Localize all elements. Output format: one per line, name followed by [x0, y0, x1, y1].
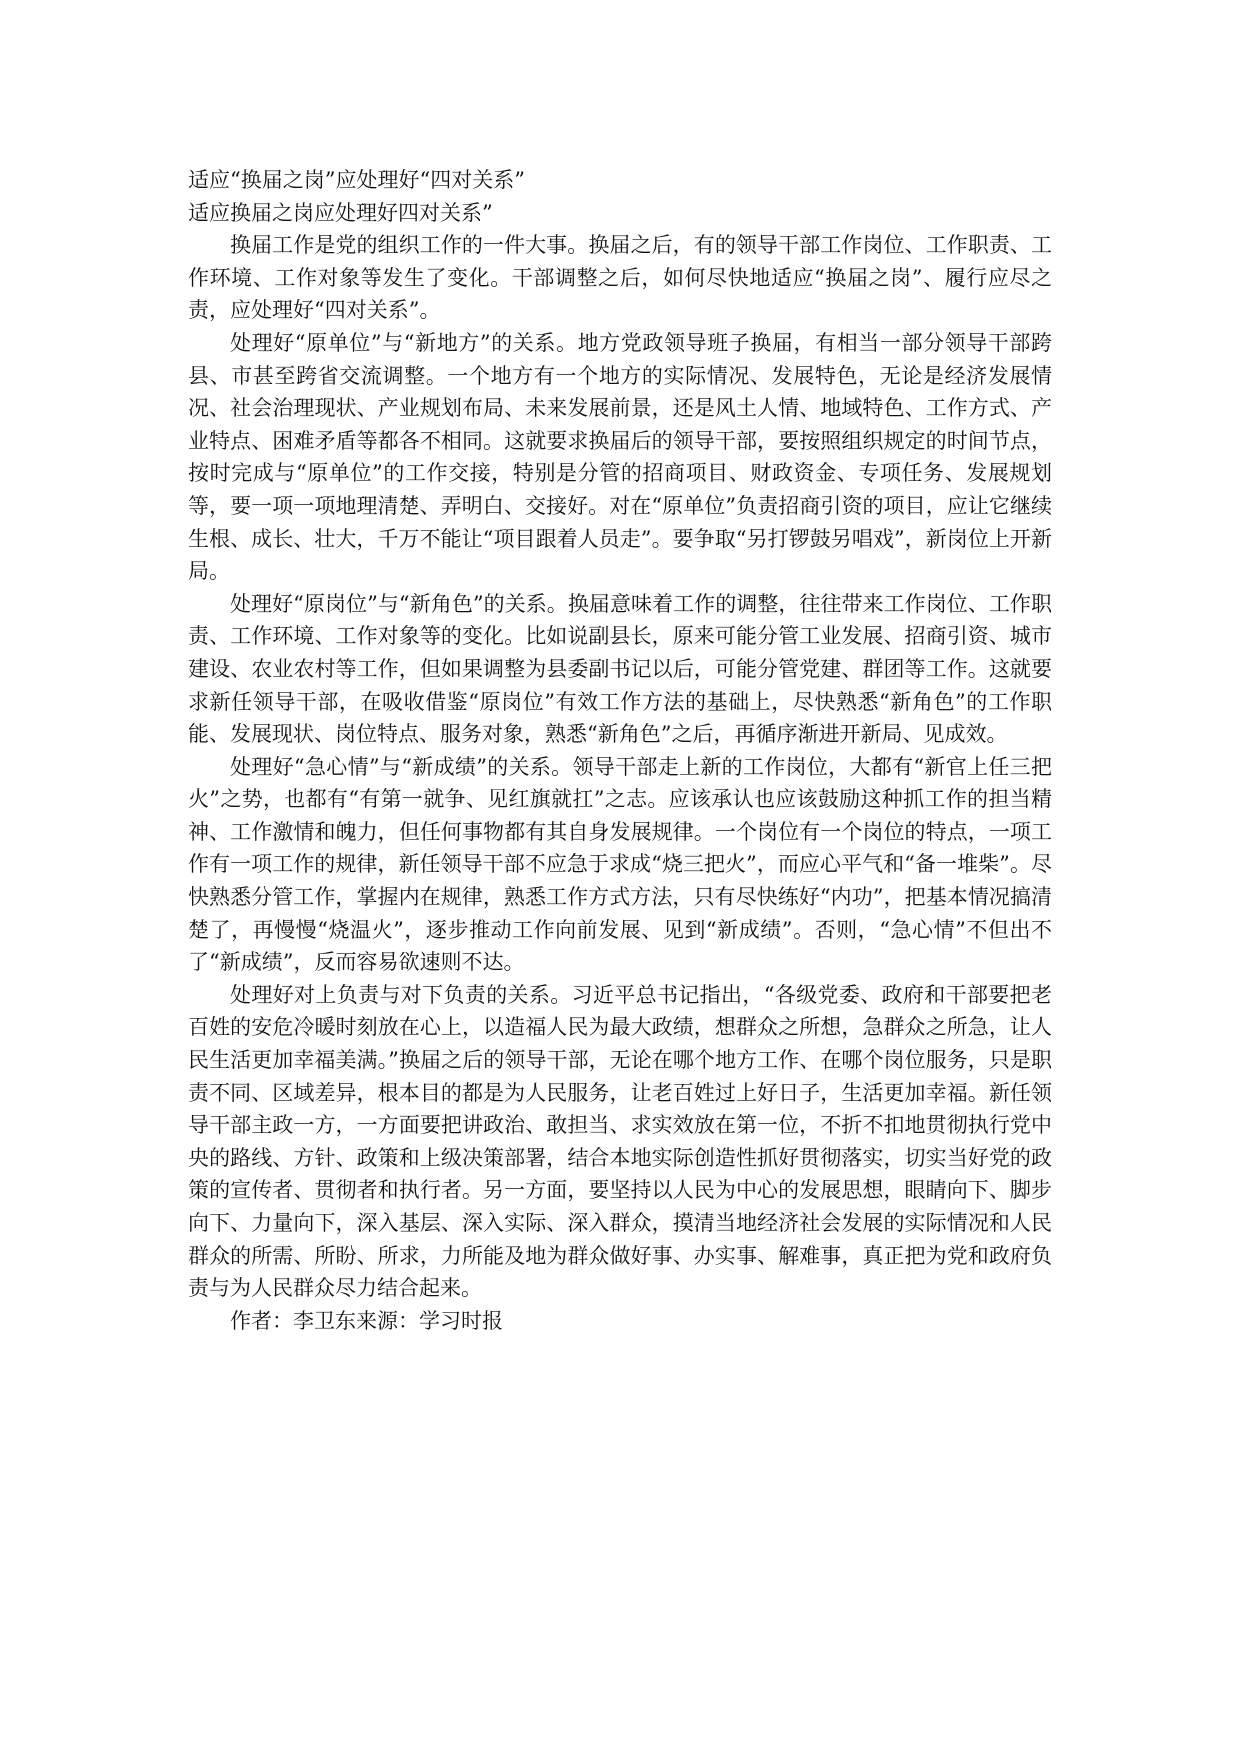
source-label: 来源：学习时报	[356, 1308, 503, 1333]
paragraph-relation-1: 处理好“原单位”与“新地方”的关系。地方党政领导班子换届，有相当一部分领导干部跨县、市甚至跨省交流调整。一个地方有一个地方的实际情况、发展特色，无论是经济发展情况、社会治理现状、产业规划布局、未来发展前景，还是风土人情、地域特色、工作方式、产业特点、困难矛盾等都各不相同。这就要求换届后的领导干部，要按照组织规定的时间节点，按时完成与“原单位”的工作交接，特别是分管的招商项目、财政资金、专项任务、发展规划等，要一项一项地理清楚、弄明白、交接好。对在“原单位”负责招商引资的项目，应让它继续生根、成长、壮大，千万不能让“项目跟着人员走”。要争取“另打锣鼓另唱戏”，新岗位上开新局。	[188, 330, 1052, 584]
paragraph-intro: 换届工作是党的组织工作的一件大事。换届之后，有的领导干部工作岗位、工作职责、工作环境、工作对象等发生了变化。干部调整之后，如何尽快地适应“换届之岗”、履行应尽之责，应处理好“四对关系”。	[188, 233, 1052, 323]
document-subtitle: 适应换届之岗应处理好四对关系”	[188, 200, 493, 225]
paragraph-relation-4: 处理好对上负责与对下负责的关系。习近平总书记指出，“各级党委、政府和干部要把老百姓的安危冷暖时刻放在心上，以造福人民为最大政绩，想群众之所想，急群众之所急，让人民生活更加幸福美满。”换届之后的领导干部，无论在哪个地方工作、在哪个岗位服务，只是职责不同、区域差异，根本目的都是为人民服务，让老百姓过上好日子，生活更加幸福。新任领导干部主政一方，一方面要把讲政治、敢担当、求实效放在第一位，不折不扣地贯彻执行党中央的路线、方针、政策和上级决策部署，结合本地实际创造性抓好贯彻落实，切实当好党的政策的宣传者、贯彻者和执行者。另一方面，要坚持以人民为中心的发展思想，眼睛向下、脚步向下、力量向下，深入基层、深入实际、深入群众，摸清当地经济社会发展的实际情况和人民群众的所需、所盼、所求，力所能及地为群众做好事、办实事、解难事，真正把为党和政府负责与为人民群众尽力结合起来。	[188, 982, 1052, 1301]
paragraph-relation-3: 处理好“急心情”与“新成绩”的关系。领导干部走上新的工作岗位，大都有“新官上任三把火”之势，也都有“有第一就争、见红旗就扛”之志。应该承认也应该鼓励这种抓工作的担当精神、工作激情和魄力，但任何事物都有其自身发展规律。一个岗位有一个岗位的特点，一项工作有一项工作的规律，新任领导干部不应急于求成“烧三把火”，而应心平气和“备一堆柴”。尽快熟悉分管工作，掌握内在规律，熟悉工作方式方法，只有尽快练好“内功”，把基本情况搞清楚了，再慢慢“烧温火”，逐步推动工作向前发展、见到“新成绩”。否则，“急心情”不但出不了“新成绩”，反而容易欲速则不达。	[188, 754, 1052, 975]
document-title: 适应“换届之岗”应处理好“四对关系”	[188, 168, 525, 192]
author-label: 作者：李卫东	[230, 1308, 356, 1333]
document-page	[188, 164, 1052, 1337]
byline	[188, 1305, 1052, 1338]
paragraph-relation-2: 处理好“原岗位”与“新角色”的关系。换届意味着工作的调整，往往带来工作岗位、工作职责、工作环境、工作对象等的变化。比如说副县长，原来可能分管工业发展、招商引资、城市建设、农业农村等工作，但如果调整为县委副书记以后，可能分管党建、群团等工作。这就要求新任领导干部，在吸收借鉴“原岗位”有效工作方法的基础上，尽快熟悉“新角色”的工作职能、发展现状、岗位特点、服务对象，熟悉“新角色”之后，再循序渐进开新局、见成效。	[188, 591, 1052, 747]
